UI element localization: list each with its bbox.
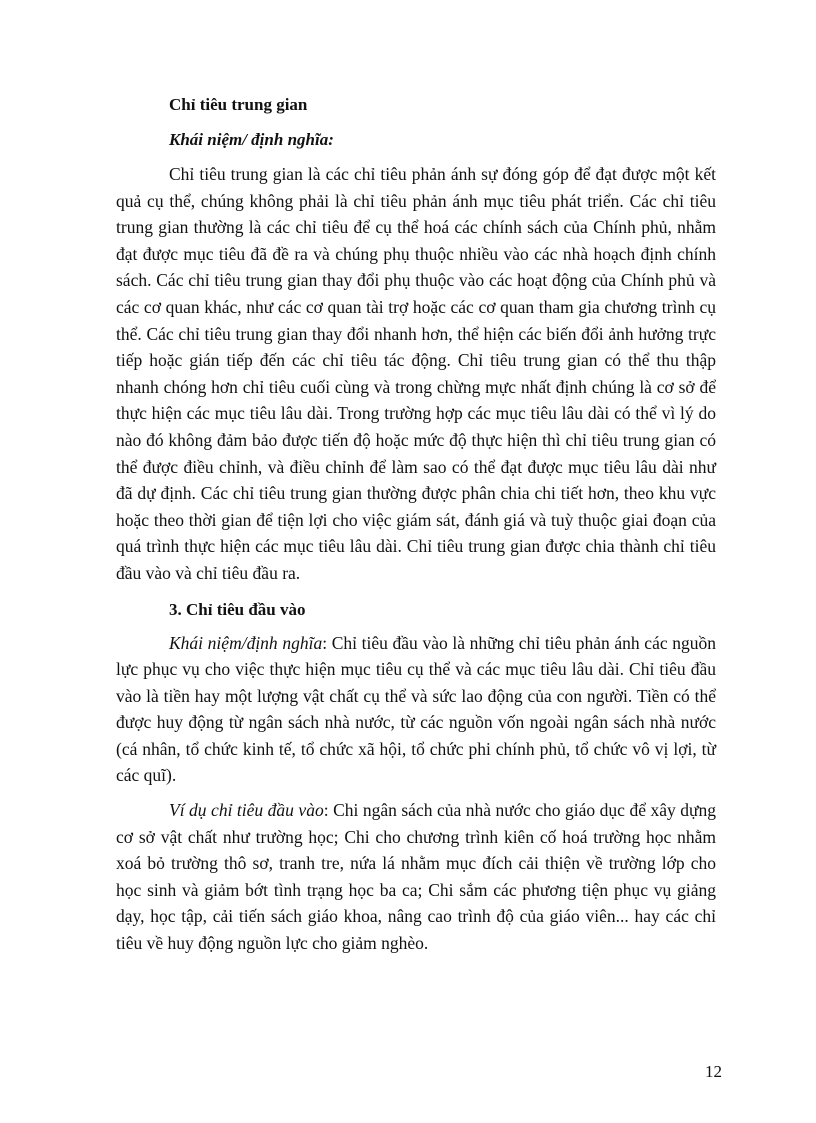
definition-lead: Khái niệm/định nghĩa bbox=[169, 632, 323, 653]
input-definition-paragraph bbox=[116, 630, 716, 790]
definition-subheading: Khái niệm/ định nghĩa: bbox=[169, 130, 334, 149]
definition-text: : Chỉ tiêu đầu vào là những chỉ tiêu phản ánh các nguồn lực phục vụ cho việc thực hiện mục tiêu cụ thể và các mục tiêu lâu dài. Chỉ tiêu đầu vào là tiền hay một lượng vật chất cụ thể và sức lao động của con người. Tiền có thể được huy động từ ngân sách nhà nước, từ các nguồn vốn ngoài ngân sách nhà nước (cá nhân, tổ chức kinh tế, tổ chức xã hội, tổ chức phi chính phủ, tổ chức vô vị lợi, từ các quĩ). bbox=[116, 632, 717, 786]
section-heading-intermediate-indicators: Chỉ tiêu trung gian bbox=[169, 95, 308, 114]
example-text: : Chi ngân sách của nhà nước cho giáo dục để xây dựng cơ sở vật chất như trường học; Chi cho chương trình kiên cố hoá trường học nhằm xoá bỏ trường thô sơ, tranh tre, nứa lá nhằm mục đích cải thiện về trường lớp cho học sinh và giảm bớt tình trạng học ba ca; Chi sắm các phương tiện phục vụ giảng dạy, học tập, cải tiến sách giáo khoa, nâng cao trình độ của giáo viên... hay các chỉ tiêu về huy động nguồn lực cho giảm nghèo. bbox=[116, 800, 716, 954]
example-lead: Ví dụ chỉ tiêu đầu vào bbox=[169, 800, 324, 821]
input-example-paragraph bbox=[116, 797, 716, 957]
section-heading-input-indicators: 3. Chỉ tiêu đầu vào bbox=[169, 599, 306, 619]
intermediate-indicators-paragraph: Chỉ tiêu trung gian là các chỉ tiêu phản ánh sự đóng góp để đạt được một kết quả cụ thể, chúng không phải là chỉ tiêu phản ánh mục tiêu phát triển. Các chỉ tiêu trung gian thường là các chỉ tiêu để cụ thể hoá các chính sách của Chính phủ, nhằm đạt được mục tiêu đã đề ra và chúng phụ thuộc nhiều vào các nhà hoạch định chính sách. Các chỉ tiêu trung gian thay đổi phụ thuộc vào các hoạt động của Chính phủ và các cơ quan khác, như các cơ quan tài trợ hoặc các cơ quan tham gia chương trình cụ thể. Các chỉ tiêu trung gian thay đổi nhanh hơn, thể hiện các biến đổi ảnh hưởng trực tiếp hoặc gián tiếp đến các chỉ tiêu tác động. Chỉ tiêu trung gian có thể thu thập nhanh chóng hơn chỉ tiêu cuối cùng và trong chừng mực nhất định chúng là cơ sở để thực hiện các mục tiêu lâu dài. Trong trường hợp các mục tiêu lâu dài có thể vì lý do nào đó không đảm bảo được tiến độ hoặc mức độ thực hiện thì chỉ tiêu trung gian có thể được điều chỉnh, và điều chỉnh để làm sao có thể đạt được mục tiêu lâu dài như đã dự định. Các chỉ tiêu trung gian thường được phân chia chi tiết hơn, theo khu vực hoặc theo thời gian để tiện lợi cho việc giám sát, đánh giá và tuỳ thuộc giai đoạn của quá trình thực hiện các mục tiêu lâu dài. Chỉ tiêu trung gian được chia thành chỉ tiêu đầu vào và chỉ tiêu đầu ra. bbox=[116, 164, 716, 583]
page-number: 12 bbox=[705, 1062, 722, 1081]
